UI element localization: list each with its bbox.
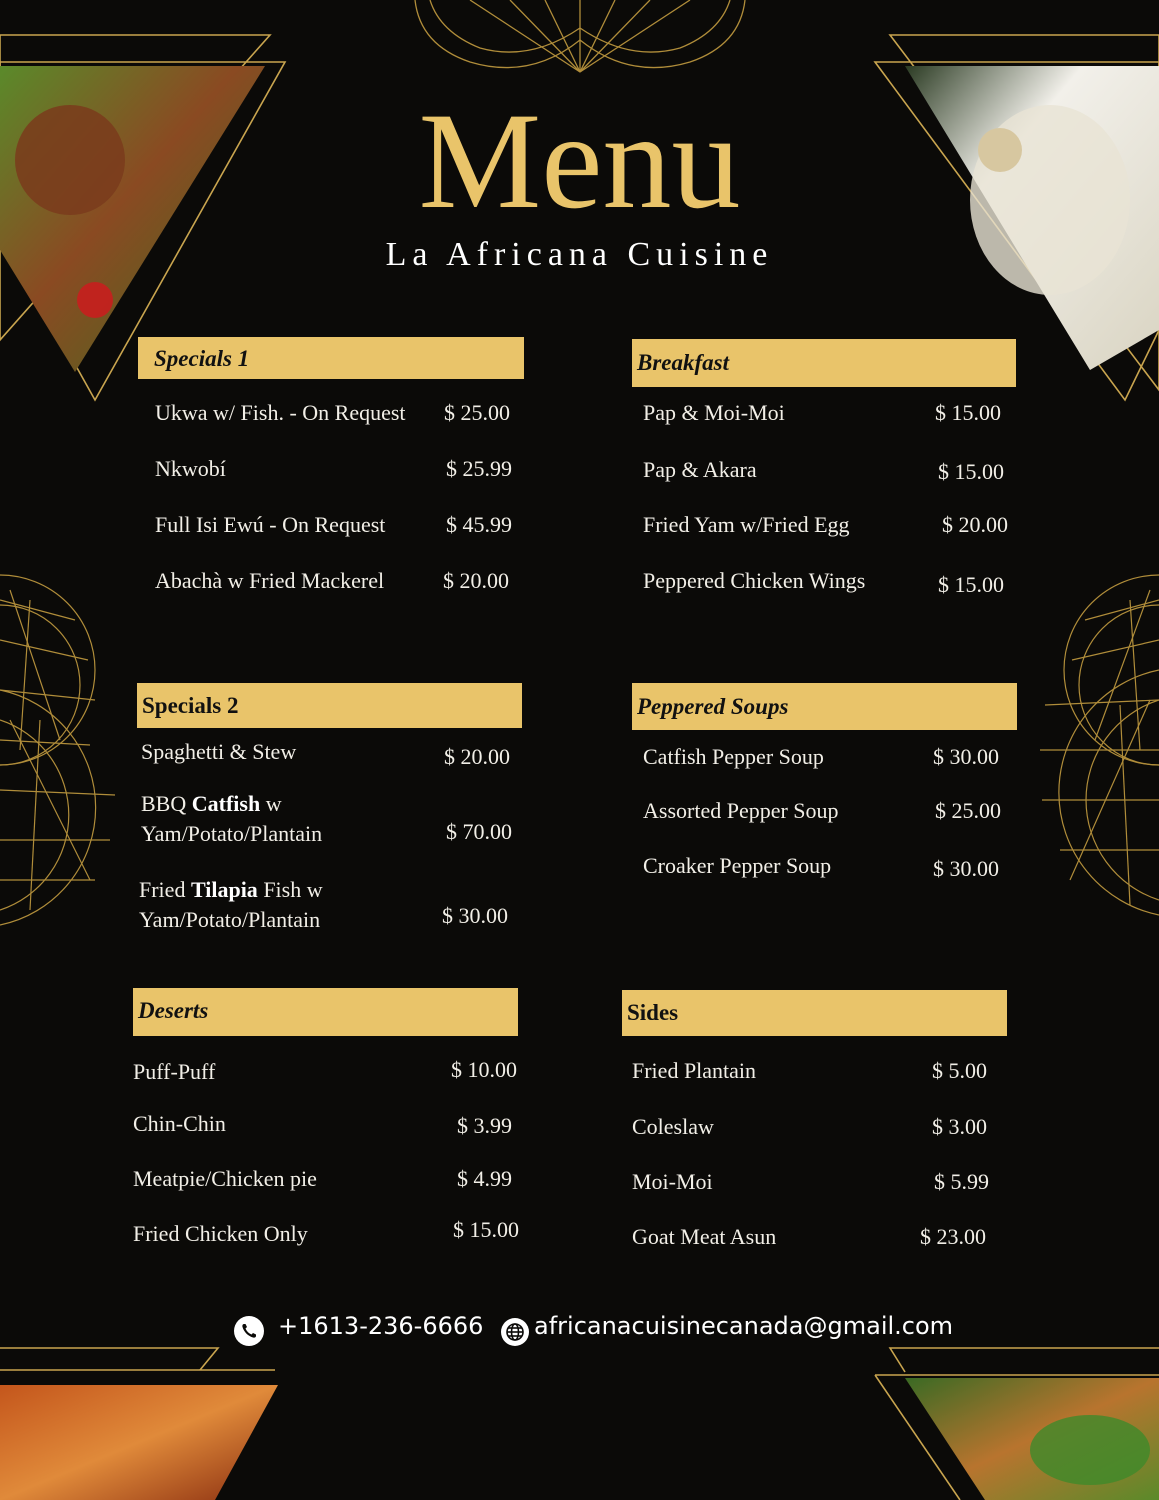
item-name-prefix: Fried	[139, 877, 191, 902]
item-name: Peppered Chicken Wings	[643, 568, 866, 593]
item-price: $ 5.00	[932, 1058, 987, 1083]
item-name-suffix: w	[260, 791, 282, 816]
item-price: $ 20.00	[444, 744, 510, 769]
globe-icon	[501, 1318, 529, 1346]
item-name	[141, 791, 282, 817]
item-name: Abachà w Fried Mackerel	[155, 568, 385, 593]
section-specials-1	[138, 337, 524, 379]
item-price: $ 20.00	[942, 512, 1008, 537]
item-name: Pap & Akara	[643, 457, 757, 482]
item-name: Catfish Pepper Soup	[643, 744, 824, 769]
item-price: $ 5.99	[934, 1169, 989, 1194]
section-sides	[622, 990, 1007, 1036]
item-price: $ 23.00	[920, 1224, 986, 1249]
item-price: $ 30.00	[933, 856, 999, 881]
section-title: Breakfast	[632, 339, 1016, 387]
item-price: $ 15.00	[938, 572, 1004, 597]
item-name: Assorted Pepper Soup	[643, 798, 839, 823]
item-name-bold: Catfish	[191, 791, 261, 816]
item-name: Ukwa w/ Fish. - On Request	[155, 400, 406, 425]
item-name: Pap & Moi-Moi	[643, 400, 785, 425]
item-price: $ 4.99	[457, 1166, 512, 1191]
item-price: $ 15.00	[453, 1217, 519, 1242]
section-peppered-soups	[632, 683, 1017, 730]
item-name: Spaghetti & Stew	[141, 739, 297, 764]
item-price: $ 30.00	[442, 903, 508, 928]
item-name: Goat Meat Asun	[632, 1224, 777, 1249]
item-name: Coleslaw	[632, 1114, 714, 1139]
item-price: $ 15.00	[938, 459, 1004, 484]
section-title: Deserts	[133, 988, 518, 1036]
fried-plantain-photo	[0, 1385, 278, 1500]
item-price: $ 30.00	[933, 744, 999, 769]
section-title: Specials 1	[138, 337, 524, 379]
item-price: $ 25.00	[935, 798, 1001, 823]
restaurant-name: La Africana Cuisine	[385, 236, 774, 273]
item-name	[139, 877, 323, 903]
section-title: Peppered Soups	[632, 683, 1017, 730]
item-price: $ 20.00	[443, 568, 509, 593]
section-title: Sides	[622, 990, 1007, 1036]
item-name-bold: Tilapia	[190, 877, 258, 902]
item-name: Fried Chicken Only	[133, 1221, 308, 1246]
item-price: $ 70.00	[446, 819, 512, 844]
item-name: Fried Plantain	[632, 1058, 757, 1083]
item-price: $ 45.99	[446, 512, 512, 537]
section-title: Specials 2	[137, 683, 522, 728]
item-name: Meatpie/Chicken pie	[133, 1166, 317, 1191]
item-price: $ 3.00	[932, 1114, 987, 1139]
item-name-suffix: Fish w	[257, 877, 323, 902]
item-name-line2: Yam/Potato/Plantain	[141, 821, 323, 846]
item-price: $ 3.99	[457, 1113, 512, 1138]
phone-icon	[234, 1316, 264, 1346]
item-name: Chin-Chin	[133, 1111, 226, 1136]
section-deserts	[133, 988, 518, 1036]
email-address[interactable]: africanacuisinecanada@gmail.com	[534, 1312, 954, 1340]
item-name: Nkwobí	[155, 456, 226, 481]
item-name: Fried Yam w/Fried Egg	[643, 512, 850, 537]
item-name-line2: Yam/Potato/Plantain	[139, 907, 321, 932]
phone-number[interactable]: +1613-236-6666	[278, 1312, 484, 1340]
item-name-prefix: BBQ	[141, 791, 192, 816]
item-name: Moi-Moi	[632, 1169, 713, 1194]
section-specials-2	[137, 683, 522, 728]
item-name: Croaker Pepper Soup	[643, 853, 832, 878]
item-name: Puff-Puff	[133, 1059, 216, 1084]
item-price: $ 25.99	[446, 456, 512, 481]
item-name: Full Isi Ewú - On Request	[155, 512, 386, 537]
item-price: $ 25.00	[444, 400, 510, 425]
page-title: Menu	[418, 84, 741, 237]
item-price: $ 15.00	[935, 400, 1001, 425]
section-breakfast	[632, 339, 1016, 387]
item-price: $ 10.00	[451, 1057, 517, 1082]
